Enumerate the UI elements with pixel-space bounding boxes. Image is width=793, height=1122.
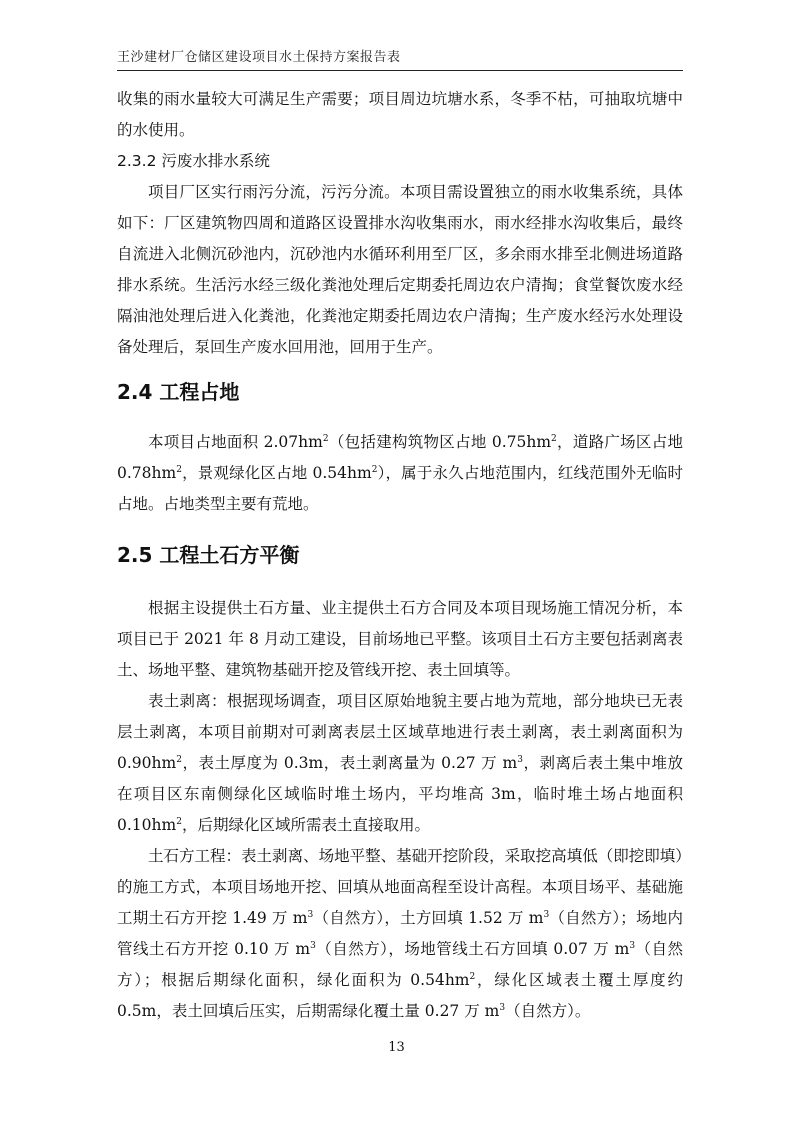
paragraph-drainage-system: 项目厂区实行雨污分流，污污分流。本项目需设置独立的雨水收集系统，具体如下：厂区建筑物四周和道路区设置排水沟收集雨水，雨水经排水沟收集后，最终自流进入北侧沉砂池内，沉砂池内水循环利用至厂区，多余雨水排至北侧进场道路排水系统。生活污水经三级化粪池处理后定期委托周边农户清掏；食堂餐饮废水经隔油池处理后进入化粪池，化粪池定期委托周边农户清掏；生产废水经污水处理设备处理后，泵回生产废水回用池，回用于生产。 [117,183,683,356]
paragraph-land-occupation: 本项目占地面积 $2.07hm^2$（包括建构筑物区占地 $0.75hm^2$，道路广场区占地 $0.78hm^2$，景观绿化区占地 $0.54hm^2$），属于永久占地范围内，红线范围外无临时占地。占地类型主要有荒地。 [117,433,683,513]
paragraph-topsoil-stripping: 表土剥离：根据现场调查，项目区原始地貌主要占地为荒地，部分地块已无表层土剥离，本项目前期对可剥离表层土区域草地进行表土剥离，表土剥离面积为 $0.90hm^2$，表土厚度为 0.3m，表土剥离量为 0.27 万 $m^3$，剥离后表土集中堆放在项目区东南侧绿化区域临时堆土场内，平均堆高 3m，临时堆土场占地面积 $0.10hm^2$，后期绿化区域所需表土直接取用。 [117,692,683,834]
paragraph-earthwork-intro: 根据主设提供土石方量、业主提供土石方合同及本项目现场施工情况分析，本项目已于 2021 年 8 月动工建设，目前场地已平整。该项目土石方主要包括剥离表土、场地平整、建筑物基础开挖及管线开挖、表土回填等。 [117,599,683,679]
header-divider [117,70,683,71]
paragraph-earthwork-engineering: 土石方工程：表土剥离、场地平整、基础开挖阶段，采取挖高填低（即挖即填）的施工方式，本项目场地开挖、回填从地面高程至设计高程。本项目场平、基础施工期土石方开挖 1.49 万 $m^3$（自然方），土方回填 1.52 万 $m^3$（自然方）；场地内管线土石方开挖 0.10 万 $m^3$（自然方），场地管线土石方回填 0.07 万 $m^3$（自然方）；根据后期绿化面积，绿化面积为 $0.54hm^2$，绿化区域表土覆土厚度约 0.5m，表土回填后压实，后期需绿化覆土量 0.27 万 $m^3$（自然方）。 [117,847,683,1020]
document-body [117,84,683,1027]
section-heading-2-5: 2.5 工程土石方平衡 [117,543,300,567]
document-header-title: 王沙建材厂仓储区建设项目水土保持方案报告表 [117,50,401,65]
paragraph-rainwater-continued: 收集的雨水量较大可满足生产需要；项目周边坑塘水系，冬季不枯，可抽取坑塘中的水使用。 [117,90,683,139]
page-number: 13 [388,1040,405,1055]
section-heading-2-4: 2.4 工程占地 [117,380,240,404]
section-heading-2-3-2: 2.3.2 污废水排水系统 [117,152,270,170]
